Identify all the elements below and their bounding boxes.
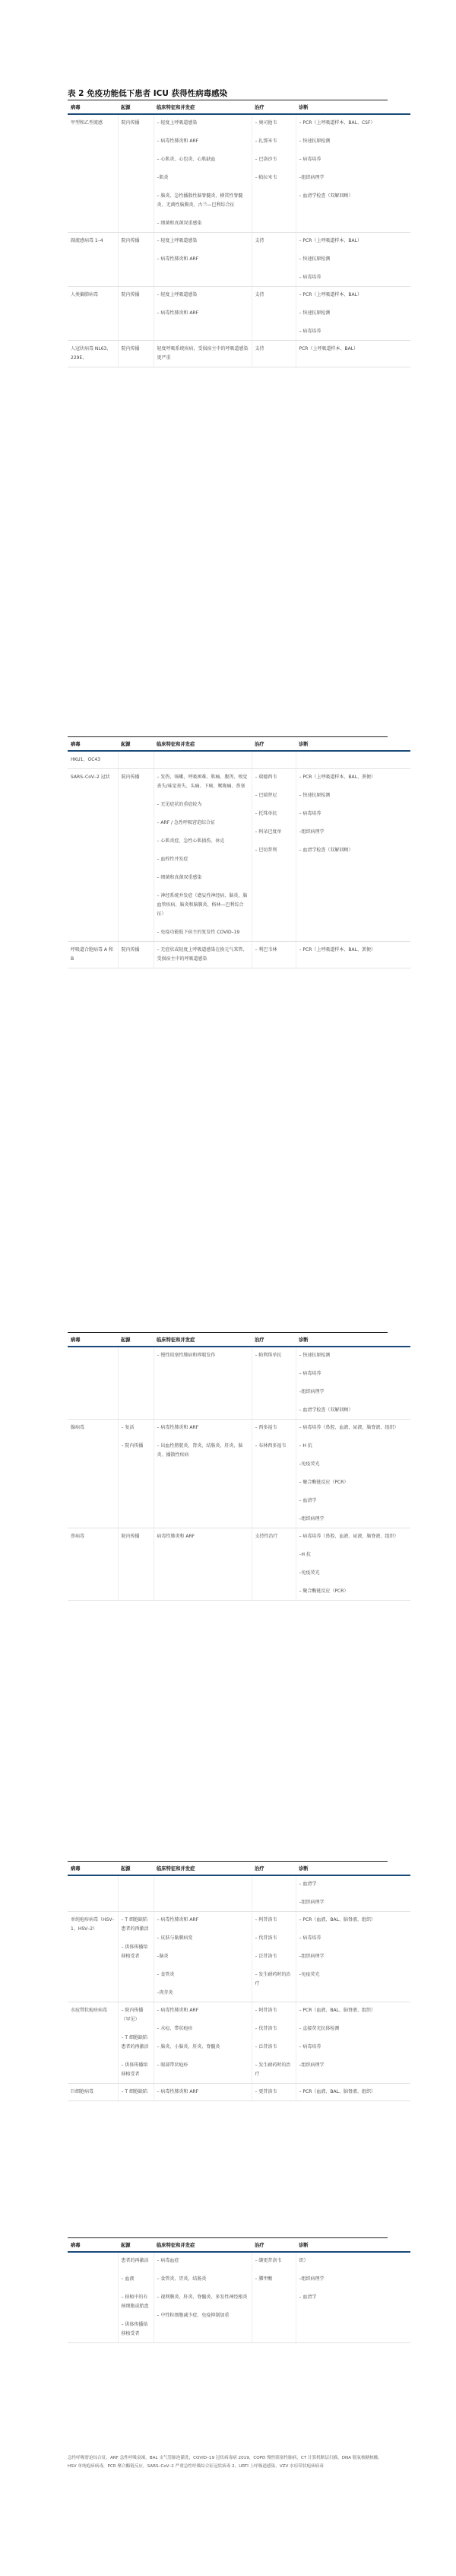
cell-line: – 病毒培养: [299, 811, 321, 817]
cell-line: – 托珠单抗: [255, 811, 277, 817]
diagnosis-cell: [296, 114, 410, 233]
virus-column-header: 病毒: [71, 105, 81, 111]
origin-cell: 院内传播: [118, 341, 154, 367]
treatment-column-header: 治疗: [255, 742, 264, 748]
table-row: [68, 233, 410, 287]
cell-line: – 巴洛沙韦: [255, 157, 277, 163]
treatment-cell: [252, 2252, 296, 2343]
cell-line: – 慢性阻塞性肺病和哮喘发作: [157, 1353, 216, 1359]
treatment-column-header: 治疗: [255, 2243, 264, 2249]
features-cell: [154, 2252, 252, 2343]
origin-cell: 院内传播: [118, 942, 154, 968]
cell-line: – 免疫功能低下宿主的复发性 COVID–19: [157, 930, 240, 936]
cell-line: – 扎那米韦: [255, 138, 277, 145]
table-header-row: [68, 737, 410, 751]
cell-line: – 发热、咳嗽、呼吸困难、肌痛、腹泻、嗅觉丧失/味觉丧失、头痛、下痢、喉咙痛、鼻塞: [157, 774, 248, 790]
treatment-cell: [252, 1875, 296, 1912]
cell-line: – 病毒培养: [299, 157, 321, 163]
cell-line: – 病毒性肺炎和 ARF: [157, 2008, 199, 2014]
table-footnote: 急性呼吸窘迫综合征，ARF 急性呼吸衰竭，BAL 支气管肺泡灌洗，COVID–19 冠状病毒病 2019，COPD 慢性阻塞性肺病，CT 计算机断层扫描，DNA 脱氧核糖核酸，HSV 单纯疱疹病毒，PCR 聚合酶链反应，SARS–CoV–2 严重急性呼吸综合征冠状病毒 2，URTI 上呼吸道感染，VZV 水痘带状疱疹病毒: [68, 2456, 382, 2469]
diagnosis-cell: [296, 341, 410, 367]
treatment-column-header: 治疗: [255, 1337, 264, 1344]
cell-line: –肌炎: [157, 175, 169, 181]
table-row: [68, 1912, 410, 2002]
treatment-cell: [252, 114, 296, 233]
cell-line: –组织病理学: [299, 2276, 325, 2282]
treatment-cell: [252, 1528, 296, 1601]
virus-column-header: 病毒: [71, 2243, 81, 2249]
origin-column-header: 起源: [121, 1337, 131, 1344]
table-header-row: [68, 1333, 410, 1347]
origin-column-header: 起源: [121, 742, 131, 748]
features-cell: [154, 114, 252, 233]
cell-line: – PCR（血液、BAL、脑脊液、组织）: [299, 2089, 375, 2095]
cell-line: – 心肌炎症、急性心肌损伤、休克: [157, 838, 225, 844]
treatment-cell: [252, 233, 296, 287]
treatment-cell: [252, 2084, 296, 2101]
diagnosis-column-header: 诊断: [299, 105, 309, 111]
features-column-header: 临床特征和并发症: [157, 742, 195, 748]
origin-column-header: 起源: [121, 2243, 131, 2249]
cell-line: – 血栓性并发症: [157, 857, 188, 863]
cell-line: – 直接荧光抗体检测: [299, 2026, 340, 2032]
features-column-header: 临床特征和并发症: [157, 2243, 195, 2249]
virus-table: [68, 100, 410, 367]
virus-column-header: 病毒: [71, 1866, 81, 1872]
features-cell: [154, 2002, 252, 2084]
virus-cell: 水痘带状疱疹病毒: [68, 2002, 118, 2084]
cell-line: – 细菌和真菌双重感染: [157, 221, 202, 227]
cell-line: – 布林西多福韦: [255, 1443, 287, 1449]
virus-table: [68, 2238, 410, 2343]
cell-line: 支持性治疗: [255, 1534, 278, 1540]
virus-cell: 单纯疱疹病毒（HSV–1、HSV–2）: [68, 1912, 118, 2002]
virus-table: [68, 737, 410, 968]
cell-line: – 血清学检查（双解回顾）: [299, 1407, 353, 1414]
virus-cell: SARS–CoV–2 冠状: [68, 769, 118, 942]
cell-line: –脑炎: [157, 1954, 169, 1960]
virus-cell: 鼻病毒: [68, 1528, 118, 1601]
cell-line: – 病毒培养: [299, 1371, 321, 1377]
origin-cell: – T 细胞缺陷患者的再激活 – 供体传播给移植受者: [118, 1912, 154, 2002]
cell-line: – 心肌炎、心包炎、心肌缺血: [157, 157, 216, 163]
origin-cell: – 复活 – 院内传播: [118, 1420, 154, 1528]
cell-line: – 帕利珠单抗: [255, 1353, 282, 1359]
cell-line: 支持: [255, 292, 264, 298]
cell-line: 织）: [299, 2258, 309, 2264]
origin-cell: [118, 1347, 154, 1420]
cell-line: – 发生耐药时的治疗: [255, 1972, 291, 1987]
origin-cell: [118, 1875, 154, 1912]
diagnosis-column-header: 诊断: [299, 2243, 309, 2249]
virus-column-header: 病毒: [71, 1337, 81, 1344]
treatment-column-header: 治疗: [255, 1866, 264, 1872]
table-header-row: [68, 1862, 410, 1875]
cell-line: – 血清学: [299, 1881, 317, 1887]
cell-line: – 血清学: [299, 1498, 317, 1504]
cell-line: – 脑炎、急性播散性脑脊髓炎、横贯性脊髓炎、无菌性脑膜炎、古兰—巴利综合征: [157, 193, 243, 208]
diagnosis-cell: [296, 1528, 410, 1601]
origin-cell: 院内传播: [118, 114, 154, 233]
origin-cell: 院内传播: [118, 769, 154, 942]
cell-line: – 病毒血症: [157, 2258, 179, 2264]
cell-line: – 病毒性肺炎和 ARF: [157, 1917, 199, 1923]
cell-line: – PCR（上呼吸道样本、BAL）: [299, 238, 362, 244]
cell-line: – 无见症状的重症较为: [157, 802, 202, 808]
cell-line: – PCR（血液、BAL、脑脊液、组织）: [299, 1917, 375, 1923]
cell-line: – 皮肤与黏膜病变: [157, 1935, 193, 1942]
virus-cell: 甲型和乙型流感: [68, 114, 118, 233]
cell-line: – 利巴韦林: [255, 947, 277, 953]
origin-cell: 院内传播: [118, 287, 154, 341]
table-page: [68, 1861, 388, 2101]
cell-line: 支持: [255, 346, 264, 352]
cell-line: – H 抗: [299, 1443, 312, 1449]
table-row: [68, 1528, 410, 1601]
origin-cell: 患者的再激活 – 血液 – 移植中的有核细胞或胎盘 – 供体传播给移植受者: [118, 2252, 154, 2343]
table-row: [68, 287, 410, 341]
virus-cell: [68, 2252, 118, 2343]
diagnosis-cell: [296, 769, 410, 942]
cell-line: –组织病理学: [299, 1516, 325, 1522]
cell-line: 支持: [255, 238, 264, 244]
table-row: [68, 114, 410, 233]
cell-line: – 病毒性肺炎和 ARF: [157, 310, 199, 316]
cell-line: – 快速抗原检测: [299, 256, 331, 262]
origin-column-header: 起源: [121, 1866, 131, 1872]
table-page: [68, 100, 388, 367]
diagnosis-column-header: 诊断: [299, 1866, 309, 1872]
cell-line: – 轻度上呼吸道感染: [157, 292, 198, 298]
cell-line: – 轻度上呼吸道感染: [157, 120, 198, 126]
treatment-cell: [252, 1347, 296, 1420]
virus-cell: 巨细胞病毒: [68, 2084, 118, 2101]
treatment-cell: [252, 2002, 296, 2084]
features-column-header: 临床特征和并发症: [157, 1337, 195, 1344]
cell-line: – 快速抗原检测: [299, 1353, 331, 1359]
cell-line: – 病毒性肺炎和 ARF: [157, 1425, 199, 1431]
cell-line: PCR（上呼吸道样本、BAL）: [299, 346, 359, 352]
cell-line: – PCR（上呼吸道样本、BAL）: [299, 292, 362, 298]
diagnosis-cell: [296, 287, 410, 341]
cell-line: – 阿朵巴度单: [255, 829, 282, 835]
features-cell: [154, 1347, 252, 1420]
cell-line: –组织病理学: [299, 829, 325, 835]
cell-line: –H 抗: [299, 1552, 311, 1558]
features-column-header: 临床特征和并发症: [157, 105, 195, 111]
cell-line: – 脑炎、小脑炎、肝炎、脊髓炎: [157, 2044, 220, 2050]
cell-line: –组织病理学: [299, 1900, 325, 1906]
cell-line: – 轻度上呼吸道感染: [157, 238, 198, 244]
cell-line: – 食管炎、胃炎、结肠炎: [157, 2276, 207, 2282]
cell-line: – 泛昔洛韦: [255, 2044, 277, 2050]
cell-line: – 西多福韦: [255, 1425, 277, 1431]
virus-cell: [68, 1347, 118, 1420]
treatment-cell: [252, 942, 296, 968]
cell-line: – 发生耐药时的治疗: [255, 2062, 291, 2078]
diagnosis-cell: [296, 233, 410, 287]
treatment-cell: [252, 1420, 296, 1528]
cell-line: – 缬更昔洛韦: [255, 2258, 282, 2264]
diagnosis-cell: [296, 1347, 410, 1420]
cell-line: – 出血性膀胱炎、肾炎、结肠炎、肝炎、脑炎、播散性疾病: [157, 1443, 243, 1458]
cell-line: – 食管炎: [157, 1972, 175, 1978]
table-row: [68, 1875, 410, 1912]
cell-line: – 血清学检查（双解回顾）: [299, 193, 353, 199]
diagnosis-cell: [296, 1420, 410, 1528]
cell-line: – PCR（上呼吸道样本、BAL、CSF）: [299, 120, 375, 126]
table-row: [68, 769, 410, 942]
cell-line: – PCR（血液、BAL、脑脊液、组织）: [299, 2008, 375, 2014]
cell-line: – 快速抗原检测: [299, 793, 331, 799]
cell-line: – 无症状或轻度上呼吸道感染在换元气来管、受损宿主中的呼吸道感染: [157, 947, 248, 962]
cell-line: – 水痘、带状疱疹: [157, 2026, 193, 2032]
cell-line: – 更昔洛韦: [255, 2089, 277, 2095]
cell-line: – 中性粒细胞减少症、免疫抑制加重: [157, 2313, 230, 2319]
cell-line: – 瑞德西韦: [255, 774, 277, 781]
cell-line: – 病毒培养（鼻腔、血液、尿液、脑脊液、组织）: [299, 1534, 399, 1540]
table-header-row: [68, 100, 410, 114]
cell-line: –组织病理学: [299, 1389, 325, 1395]
cell-line: – PCR（上呼吸道样本、BAL、粪便）: [299, 947, 375, 953]
features-cell: [154, 2084, 252, 2101]
origin-cell: – 院内传播（罕见） – T 细胞缺陷患者的再激活 – 供体传播给移植受者: [118, 2002, 154, 2084]
cell-line: – 病毒培养: [299, 1935, 321, 1942]
origin-cell: [118, 751, 154, 769]
origin-cell: – T 细胞缺陷: [118, 2084, 154, 2101]
cell-line: – 伐昔洛韦: [255, 1935, 277, 1942]
cell-line: – 聚合酶链反应（PCR）: [299, 1589, 349, 1595]
cell-line: – 细菌和真菌双重感染: [157, 875, 202, 881]
features-cell: [154, 287, 252, 341]
virus-table: [68, 1333, 410, 1601]
virus-cell: 呼吸道合胞病毒 A 和 B: [68, 942, 118, 968]
cell-line: – PCR（上呼吸道样本、BAL、粪便）: [299, 774, 375, 781]
cell-line: – 病毒培养: [299, 275, 321, 281]
treatment-cell: [252, 769, 296, 942]
virus-cell: HKU1、OC43: [68, 751, 118, 769]
cell-line: – 视网膜炎、肝炎、脊髓炎、多发性神经根炎: [157, 2295, 248, 2301]
virus-cell: [68, 1875, 118, 1912]
virus-column-header: 病毒: [71, 742, 81, 748]
table-title: 表 2 免疫功能低下患者 ICU 获得性病毒感染: [68, 89, 228, 98]
diagnosis-cell: [296, 1875, 410, 1912]
features-cell: [154, 751, 252, 769]
table-row: [68, 341, 410, 367]
features-cell: [154, 1528, 252, 1601]
cell-line: – 血清学检查（双解回顾）: [299, 848, 353, 854]
table-page: [68, 2237, 388, 2343]
table-row: [68, 2084, 410, 2101]
cell-line: – 快速抗原检测: [299, 138, 331, 145]
table-row: [68, 942, 410, 968]
cell-line: – 快速抗原检测: [299, 310, 331, 316]
features-cell: [154, 341, 252, 367]
cell-line: – 眼部带状疱疹: [157, 2062, 188, 2069]
features-cell: [154, 769, 252, 942]
cell-line: – 病毒性肺炎和 ARF: [157, 138, 199, 145]
cell-line: – 病毒培养: [299, 2044, 321, 2050]
cell-line: – 阿昔洛韦: [255, 1917, 277, 1923]
table-row: [68, 1420, 410, 1528]
cell-line: –组织病理学: [299, 1954, 325, 1960]
treatment-cell: [252, 1912, 296, 2002]
virus-cell: 人冠状病毒 NL63、229E、: [68, 341, 118, 367]
cell-line: – 病毒性肺炎和 ARF: [157, 2089, 199, 2095]
treatment-cell: [252, 287, 296, 341]
cell-line: –肉芽炎: [157, 1990, 173, 1996]
virus-table: [68, 1862, 410, 2101]
cell-line: – 泛昔洛韦: [255, 1954, 277, 1960]
table-row: [68, 1347, 410, 1420]
diagnosis-cell: [296, 2084, 410, 2101]
diagnosis-column-header: 诊断: [299, 742, 309, 748]
treatment-cell: [252, 751, 296, 769]
cell-line: –免疫荧光: [299, 1570, 320, 1576]
table-page: [68, 1332, 399, 1601]
cell-line: – 奥司他韦: [255, 120, 277, 126]
features-cell: [154, 1912, 252, 2002]
cell-line: – 巴切普利: [255, 848, 277, 854]
cell-line: – 膦甲酸: [255, 2276, 273, 2282]
cell-line: – 阿昔洛韦: [255, 2008, 277, 2014]
cell-line: 轻度呼吸系统疾病，受损宿主中的呼吸道感染更严重: [157, 346, 249, 361]
cell-line: –组织病理学: [299, 2062, 325, 2069]
features-cell: [154, 942, 252, 968]
table-header-row: [68, 2238, 410, 2252]
features-cell: [154, 1420, 252, 1528]
diagnosis-cell: [296, 751, 410, 769]
virus-cell: 副流感病毒 1–4: [68, 233, 118, 287]
cell-line: –免疫荧光: [299, 1461, 320, 1468]
virus-cell: 人类偏肺病毒: [68, 287, 118, 341]
virus-cell: 腺病毒: [68, 1420, 118, 1528]
cell-line: – 血清学: [299, 2295, 317, 2301]
origin-cell: 院内传播: [118, 233, 154, 287]
features-cell: [154, 1875, 252, 1912]
cell-line: – 神经系统并发症（谵妄性神经病、脑炎、脑血管疾病、脑炎和脑膜炎、格林—巴利综合征）: [157, 893, 248, 918]
cell-line: – 帕拉米韦: [255, 175, 277, 181]
table-row: [68, 2252, 410, 2343]
diagnosis-column-header: 诊断: [299, 1337, 309, 1344]
cell-line: –免疫荧光: [299, 1972, 320, 1978]
cell-line: – 伐昔洛韦: [255, 2026, 277, 2032]
features-cell: [154, 233, 252, 287]
diagnosis-cell: [296, 1912, 410, 2002]
cell-line: – ARF / 急性呼吸窘迫综合征: [157, 820, 215, 826]
cell-line: – 病毒培养（鼻腔、血液、尿液、脑脊液、组织）: [299, 1425, 399, 1431]
cell-line: – 巴瑞替尼: [255, 793, 277, 799]
table-row: [68, 751, 410, 769]
cell-line: – 聚合酶链反应（PCR）: [299, 1480, 349, 1486]
treatment-column-header: 治疗: [255, 105, 264, 111]
cell-line: – 病毒培养: [299, 329, 321, 335]
features-column-header: 临床特征和并发症: [157, 1866, 195, 1872]
table-row: [68, 2002, 410, 2084]
diagnosis-cell: [296, 2252, 410, 2343]
cell-line: –组织病理学: [299, 175, 325, 181]
origin-column-header: 起源: [121, 105, 131, 111]
diagnosis-cell: [296, 2002, 410, 2084]
origin-cell: 院内传播: [118, 1528, 154, 1601]
cell-line: 病毒性肺炎和 ARF: [157, 1534, 195, 1540]
table-page: [68, 736, 388, 968]
treatment-cell: [252, 341, 296, 367]
diagnosis-cell: [296, 942, 410, 968]
cell-line: – 病毒性肺炎和 ARF: [157, 256, 199, 262]
